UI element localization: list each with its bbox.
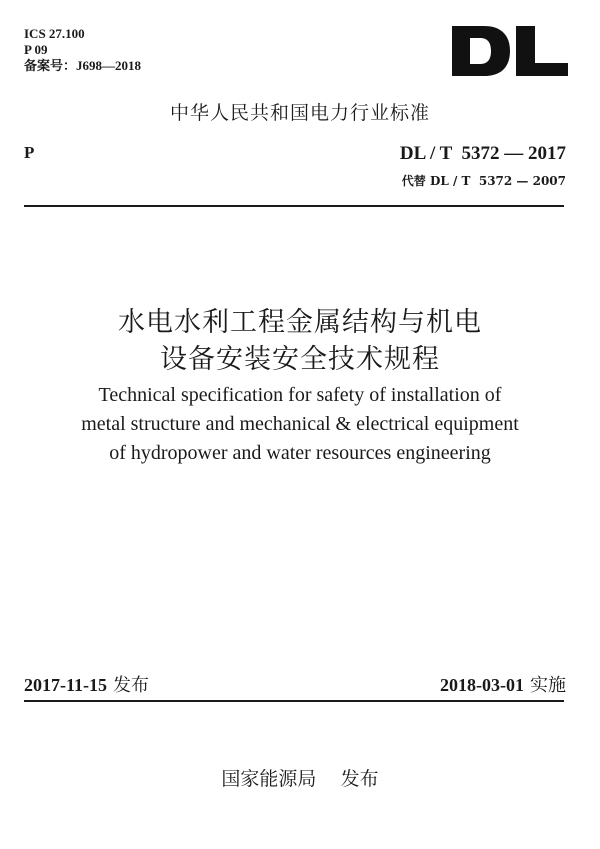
- implement-date: 2018-03-01: [440, 675, 524, 695]
- issue-date: 2017-11-15: [24, 675, 107, 695]
- bottom-divider: [24, 700, 564, 702]
- title-en-line-1: Technical specification for safety of installation of: [98, 384, 502, 406]
- industry-standard-title: 中华人民共和国电力行业标准: [169, 102, 430, 124]
- title-cn-line-2: 设备安装安全技术规程: [160, 344, 440, 375]
- top-divider: [24, 205, 564, 207]
- ics-code: ICS 27.100: [24, 26, 85, 41]
- standard-number: DL / T 5372 — 2017: [399, 143, 566, 164]
- record-number: 备案号：J698—2018: [24, 58, 142, 73]
- publisher: 国家能源局 发布: [221, 768, 379, 790]
- dl-logo: [450, 24, 570, 78]
- classification-letter: P: [24, 143, 35, 162]
- issue-date-block: [24, 671, 149, 697]
- implement-label: 实施: [530, 675, 566, 696]
- issue-label: 发布: [113, 675, 149, 696]
- title-en-line-2: metal structure and mechanical & electrical equipment: [81, 413, 519, 435]
- title-en-line-3: of hydropower and water resources engineering: [109, 442, 491, 464]
- title-cn-line-1: 水电水利工程金属结构与机电: [118, 307, 482, 338]
- ccs-code: P 09: [24, 42, 48, 57]
- implement-date-block: [440, 671, 566, 697]
- replaces-standard: 代替 DL / T 5372 — 2007: [401, 174, 566, 188]
